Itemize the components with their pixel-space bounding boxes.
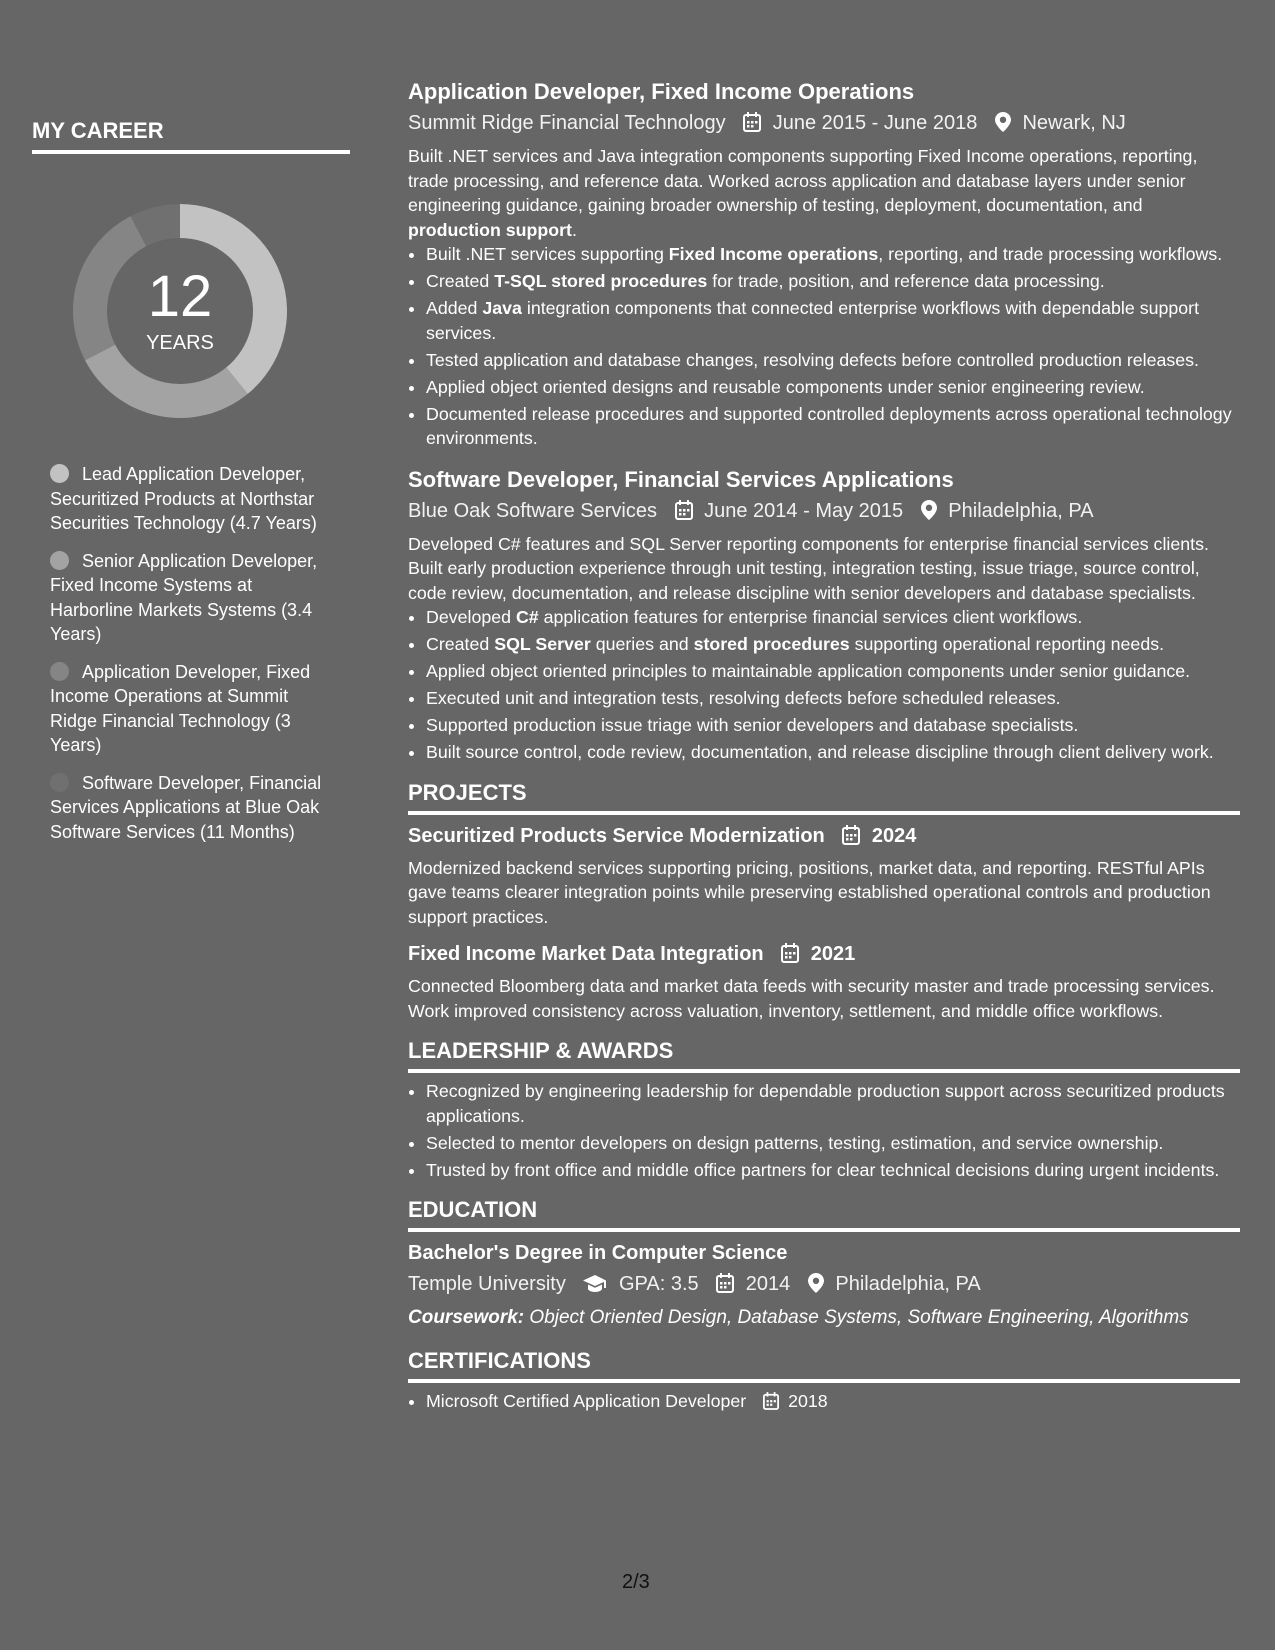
- job-title: Software Developer, Financial Services Applications: [408, 466, 954, 492]
- job-summary: [408, 144, 1240, 242]
- school-name: Temple University: [408, 1273, 566, 1295]
- map-pin-icon: [995, 110, 1011, 142]
- bullet-item: • Selected to mentor developers on design patterns, testing, estimation, and service ownership.: [426, 1131, 1240, 1156]
- map-pin-icon: [808, 1271, 824, 1303]
- map-pin-icon: [921, 498, 937, 530]
- career-legend: [50, 462, 325, 844]
- career-legend-text: Senior Application Developer, Fixed Income Systems at Harborline Markets Systems (3.4 Years): [50, 550, 318, 644]
- bullet-item: • Created SQL Server queries and stored procedures supporting operational reporting needs.: [426, 632, 1240, 657]
- summary-text: Built .NET services and Java integration components supporting Fixed Income operations, reporting, trade processing, and reference data. Worked across application and database layers under senior engineering guidance, gaining broader ownership of testing, deployment, documentation, and: [408, 146, 1198, 215]
- career-legend-item: [50, 462, 325, 536]
- job-location: Philadelphia, PA: [948, 499, 1094, 522]
- calendar-icon: [781, 942, 799, 972]
- calendar-icon: [716, 1271, 734, 1303]
- project-year: 2024: [871, 824, 917, 847]
- career-legend-item: [50, 549, 325, 647]
- sidebar: [32, 118, 350, 857]
- gpa: GPA: 3.5: [618, 1273, 699, 1295]
- section-title: EDUCATION: [408, 1196, 1240, 1232]
- project-description: Connected Bloomberg data and market data feeds with security master and trade processing services. Work improved consistency across valuation, inventory, settlement, and middle office workflows.: [408, 976, 1215, 1021]
- project-description: Modernized backend services supporting pricing, positions, market data, and reporting. RESTful APIs gave teams clearer integration points while preserving established operational controls and production support practices.: [408, 857, 1211, 927]
- leadership-list: [408, 1079, 1240, 1182]
- career-legend-text: Application Developer, Fixed Income Operations at Summit Ridge Financial Technology (3 Years): [50, 661, 311, 755]
- certification-year: 2018: [788, 1391, 828, 1411]
- calendar-icon: [743, 110, 761, 142]
- project-year: 2021: [810, 943, 856, 965]
- project-name: Fixed Income Market Data Integration: [408, 943, 764, 965]
- job-meta: [408, 107, 1240, 142]
- job-bullets: [408, 605, 1240, 765]
- total-years-value: 12: [147, 264, 213, 329]
- job-company: Blue Oak Software Services: [408, 499, 657, 522]
- certifications-list: [408, 1389, 1240, 1417]
- education-meta: [408, 1268, 1240, 1303]
- job-summary: Developed C# features and SQL Server reporting components for enterprise financial services clients. Built early production experience through unit testing, integration testing, issue triage, source control, code review, documentation, and release discipline with senior developers and database specialists.: [408, 533, 1209, 603]
- total-years-unit: YEARS: [146, 332, 214, 354]
- projects-section: [408, 779, 1240, 1024]
- bullet-item: • Executed unit and integration tests, resolving defects before scheduled releases.: [426, 686, 1240, 711]
- career-legend-item: [50, 660, 325, 758]
- page-number: 2/3: [622, 1571, 650, 1593]
- calendar-icon: [763, 1392, 779, 1417]
- calendar-icon: [842, 824, 860, 854]
- certification-item: [426, 1389, 1240, 1417]
- project-heading: [408, 939, 1240, 972]
- section-title: PROJECTS: [408, 779, 1240, 815]
- graduation-year: 2014: [745, 1273, 791, 1295]
- career-legend-text: Software Developer, Financial Services Applications at Blue Oak Software Services (11 Months): [50, 772, 322, 842]
- career-legend-text: Lead Application Developer, Securitized Products at Northstar Securities Technology (4.7 Years): [50, 464, 317, 533]
- legend-dot-icon: [50, 773, 69, 792]
- leadership-section: [408, 1037, 1240, 1182]
- bullet-item: • Developed C# application features for enterprise financial services client workflows.: [426, 605, 1240, 630]
- job-entry: [408, 77, 1240, 451]
- legend-dot-icon: [50, 662, 69, 681]
- job-dates: June 2015 - June 2018: [772, 112, 978, 134]
- job-location: Newark, NJ: [1022, 112, 1126, 134]
- coursework-label: Coursework:: [408, 1307, 525, 1328]
- sidebar-title: MY CAREER: [32, 118, 350, 154]
- legend-dot-icon: [50, 551, 69, 570]
- bullet-item: • Applied object oriented principles to maintainable application components under senior guidance.: [426, 659, 1240, 684]
- certification-name: Microsoft Certified Application Developer: [426, 1391, 747, 1411]
- coursework: [408, 1303, 1240, 1333]
- bullet-item: • Built .NET services supporting Fixed Income operations, reporting, and trade processing workflows.: [426, 242, 1240, 267]
- job-meta: [408, 495, 1240, 530]
- bullet-item: • Documented release procedures and supported controlled deployments across operational technology environments.: [426, 402, 1240, 451]
- calendar-icon: [675, 498, 693, 530]
- coursework-list: Object Oriented Design, Database Systems, Software Engineering, Algorithms: [524, 1307, 1189, 1328]
- summary-text: .: [571, 219, 577, 240]
- career-legend-item: [50, 771, 325, 845]
- legend-dot-icon: [50, 464, 69, 483]
- summary-bold: production support: [408, 219, 572, 240]
- school-location: Philadelphia, PA: [835, 1273, 981, 1295]
- graduation-cap-icon: [583, 1271, 607, 1303]
- project-heading: [408, 821, 1240, 854]
- main-content: [408, 77, 1240, 1419]
- career-donut-chart: [65, 196, 295, 426]
- job-company: Summit Ridge Financial Technology: [408, 112, 726, 134]
- degree-title: Bachelor's Degree in Computer Science: [408, 1242, 788, 1264]
- bullet-item: • Created T-SQL stored procedures for trade, position, and reference data processing.: [426, 269, 1240, 294]
- job-bullets: [408, 242, 1240, 451]
- section-title: CERTIFICATIONS: [408, 1347, 1240, 1383]
- certifications-section: [408, 1347, 1240, 1417]
- job-title: Application Developer, Fixed Income Operations: [408, 79, 915, 104]
- bullet-item: • Trusted by front office and middle office partners for clear technical decisions during urgent incidents.: [426, 1158, 1240, 1183]
- bullet-item: • Recognized by engineering leadership for dependable production support across securitized products applications.: [426, 1079, 1240, 1128]
- job-dates: June 2014 - May 2015: [704, 499, 904, 522]
- education-section: [408, 1196, 1240, 1333]
- project-name: Securitized Products Service Modernization: [408, 824, 825, 847]
- bullet-item: • Applied object oriented designs and reusable components under senior engineering review.: [426, 375, 1240, 400]
- job-entry: [408, 465, 1240, 765]
- bullet-item: • Tested application and database changes, resolving defects before controlled production releases.: [426, 348, 1240, 373]
- donut-segment: [85, 345, 248, 418]
- section-title: LEADERSHIP & AWARDS: [408, 1037, 1240, 1073]
- bullet-item: • Built source control, code review, documentation, and release discipline through client delivery work.: [426, 740, 1240, 765]
- bullet-item: • Added Java integration components that connected enterprise workflows with dependable support services.: [426, 296, 1240, 345]
- bullet-item: • Supported production issue triage with senior developers and database specialists.: [426, 713, 1240, 738]
